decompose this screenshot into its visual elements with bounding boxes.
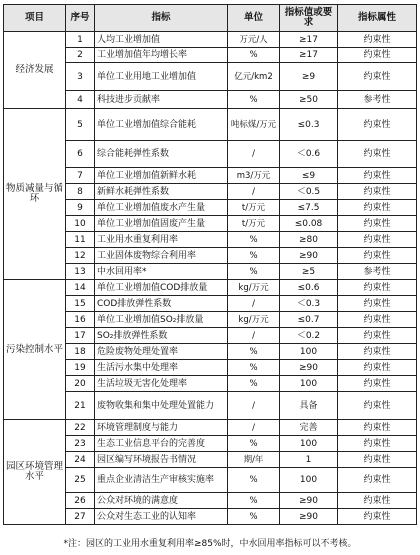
attribute-cell: 约束性 xyxy=(338,48,417,63)
table-row xyxy=(4,436,417,452)
target-cell: ＜0.3 xyxy=(280,296,338,312)
attribute-cell: 约束性 xyxy=(338,232,417,248)
seq-cell: 25 xyxy=(66,468,95,493)
unit-cell: % xyxy=(228,436,280,452)
target-cell: ≥17 xyxy=(280,32,338,48)
seq-cell: 16 xyxy=(66,312,95,328)
attribute-cell: 约束性 xyxy=(338,328,417,344)
seq-cell: 20 xyxy=(66,376,95,392)
indicator-cell: 科技进步贡献率 xyxy=(95,91,228,109)
unit-cell: 吨标煤/万元 xyxy=(228,109,280,141)
table-row xyxy=(4,168,417,184)
table-row xyxy=(4,200,417,216)
target-cell: ≤0.6 xyxy=(280,280,338,296)
attribute-cell: 约束性 xyxy=(338,32,417,48)
indicator-cell: 生态工业信息平台的完善度 xyxy=(95,436,228,452)
unit-cell: 万元/人 xyxy=(228,32,280,48)
category-cell: 污染控制水平 xyxy=(4,280,66,420)
table-row xyxy=(4,248,417,264)
attribute-cell: 参考性 xyxy=(338,264,417,280)
target-cell: ＜0.2 xyxy=(280,328,338,344)
indicator-cell: 新鲜水耗弹性系数 xyxy=(95,184,228,200)
attribute-cell: 约束性 xyxy=(338,436,417,452)
seq-cell: 24 xyxy=(66,452,95,468)
target-cell: 具备 xyxy=(280,392,338,420)
unit-cell: / xyxy=(228,296,280,312)
seq-cell: 15 xyxy=(66,296,95,312)
unit-cell: / xyxy=(228,392,280,420)
seq-cell: 5 xyxy=(66,109,95,141)
attribute-cell: 约束性 xyxy=(338,141,417,168)
seq-cell: 10 xyxy=(66,216,95,232)
target-cell: 100 xyxy=(280,468,338,493)
target-cell: ≤9 xyxy=(280,168,338,184)
unit-cell: % xyxy=(228,493,280,509)
attribute-cell: 约束性 xyxy=(338,63,417,91)
indicator-cell: 公众对生态工业的认知率 xyxy=(95,509,228,525)
table-row xyxy=(4,141,417,168)
indicator-cell: 单位工业增加值固废产生量 xyxy=(95,216,228,232)
unit-cell: / xyxy=(228,141,280,168)
seq-cell: 7 xyxy=(66,168,95,184)
unit-cell: / xyxy=(228,328,280,344)
table-row xyxy=(4,109,417,141)
table-header-row xyxy=(4,5,417,32)
category-cell: 物质减量与循环 xyxy=(4,109,66,280)
seq-cell: 22 xyxy=(66,420,95,436)
target-cell: 1 xyxy=(280,452,338,468)
table-row xyxy=(4,344,417,360)
unit-cell: % xyxy=(228,91,280,109)
category-cell: 经济发展 xyxy=(4,32,66,109)
header-indicator: 指标 xyxy=(95,5,228,32)
unit-cell: 期/年 xyxy=(228,452,280,468)
target-cell: ≥90 xyxy=(280,360,338,376)
seq-cell: 19 xyxy=(66,360,95,376)
target-cell: ≥50 xyxy=(280,91,338,109)
target-cell: ≥5 xyxy=(280,264,338,280)
target-cell: ≥80 xyxy=(280,232,338,248)
target-cell: ≥90 xyxy=(280,493,338,509)
seq-cell: 12 xyxy=(66,248,95,264)
table-row xyxy=(4,420,417,436)
table-row xyxy=(4,32,417,48)
unit-cell: / xyxy=(228,184,280,200)
indicator-cell: 生活垃圾无害化处理率 xyxy=(95,376,228,392)
table-row xyxy=(4,376,417,392)
table-row xyxy=(4,312,417,328)
attribute-cell: 约束性 xyxy=(338,216,417,232)
attribute-cell: 约束性 xyxy=(338,468,417,493)
attribute-cell: 约束性 xyxy=(338,248,417,264)
seq-cell: 27 xyxy=(66,509,95,525)
table-row xyxy=(4,280,417,296)
unit-cell: % xyxy=(228,232,280,248)
attribute-cell: 约束性 xyxy=(338,168,417,184)
table-row xyxy=(4,360,417,376)
header-seq: 序号 xyxy=(66,5,95,32)
seq-cell: 14 xyxy=(66,280,95,296)
attribute-cell: 约束性 xyxy=(338,200,417,216)
table-row xyxy=(4,296,417,312)
indicator-cell: 单位工业增加值SO₂排放量 xyxy=(95,312,228,328)
attribute-cell: 约束性 xyxy=(338,296,417,312)
seq-cell: 4 xyxy=(66,91,95,109)
attribute-cell: 约束性 xyxy=(338,376,417,392)
seq-cell: 17 xyxy=(66,328,95,344)
seq-cell: 21 xyxy=(66,392,95,420)
attribute-cell: 约束性 xyxy=(338,509,417,525)
table-row xyxy=(4,216,417,232)
indicator-cell: 危险废物处理处置率 xyxy=(95,344,228,360)
indicator-cell: 环境管理制度与能力 xyxy=(95,420,228,436)
seq-cell: 26 xyxy=(66,493,95,509)
target-cell: ≥90 xyxy=(280,509,338,525)
indicator-cell: 单位工业用地工业增加值 xyxy=(95,63,228,91)
target-cell: ≤0.7 xyxy=(280,312,338,328)
target-cell: 100 xyxy=(280,344,338,360)
header-unit: 单位 xyxy=(228,5,280,32)
target-cell: 100 xyxy=(280,436,338,452)
seq-cell: 3 xyxy=(66,63,95,91)
unit-cell: % xyxy=(228,344,280,360)
table-row xyxy=(4,509,417,525)
table-row xyxy=(4,328,417,344)
unit-cell: % xyxy=(228,248,280,264)
indicator-cell: 生活污水集中处理率 xyxy=(95,360,228,376)
seq-cell: 11 xyxy=(66,232,95,248)
unit-cell: kg/万元 xyxy=(228,312,280,328)
unit-cell: % xyxy=(228,48,280,63)
attribute-cell: 约束性 xyxy=(338,184,417,200)
target-cell: ≤7.5 xyxy=(280,200,338,216)
unit-cell: % xyxy=(228,360,280,376)
unit-cell: t/万元 xyxy=(228,216,280,232)
target-cell: ≥9 xyxy=(280,63,338,91)
target-cell: 100 xyxy=(280,376,338,392)
target-cell: ≥17 xyxy=(280,48,338,63)
seq-cell: 2 xyxy=(66,48,95,63)
table-row xyxy=(4,452,417,468)
seq-cell: 8 xyxy=(66,184,95,200)
indicator-table xyxy=(3,4,417,525)
attribute-cell: 约束性 xyxy=(338,392,417,420)
attribute-cell: 约束性 xyxy=(338,420,417,436)
unit-cell: m3/万元 xyxy=(228,168,280,184)
category-cell: 园区环境管理水平 xyxy=(4,420,66,525)
table-row xyxy=(4,48,417,63)
indicator-cell: 园区编写环境报告书情况 xyxy=(95,452,228,468)
indicator-cell: 单位工业增加值综合能耗 xyxy=(95,109,228,141)
table-row xyxy=(4,392,417,420)
footnote: *注：园区的工业用水重复利用率≥85%时，中水回用率指标可以不考核。 xyxy=(63,539,357,549)
indicator-cell: 工业增加值年均增长率 xyxy=(95,48,228,63)
attribute-cell: 约束性 xyxy=(338,452,417,468)
attribute-cell: 约束性 xyxy=(338,109,417,141)
attribute-cell: 约束性 xyxy=(338,344,417,360)
unit-cell: % xyxy=(228,468,280,493)
target-cell: ≤0.08 xyxy=(280,216,338,232)
table-row xyxy=(4,91,417,109)
indicator-cell: 人均工业增加值 xyxy=(95,32,228,48)
indicator-cell: 重点企业清洁生产审核实施率 xyxy=(95,468,228,493)
indicator-cell: 单位工业增加值新鲜水耗 xyxy=(95,168,228,184)
target-cell: ≥90 xyxy=(280,248,338,264)
table-row xyxy=(4,493,417,509)
indicator-cell: SO₂排放弹性系数 xyxy=(95,328,228,344)
header-category: 项目 xyxy=(4,5,66,32)
attribute-cell: 参考性 xyxy=(338,91,417,109)
seq-cell: 6 xyxy=(66,141,95,168)
table-row xyxy=(4,232,417,248)
target-cell: ＜0.6 xyxy=(280,141,338,168)
seq-cell: 13 xyxy=(66,264,95,280)
seq-cell: 9 xyxy=(66,200,95,216)
indicator-cell: COD排放弹性系数 xyxy=(95,296,228,312)
table-row xyxy=(4,63,417,91)
unit-cell: t/万元 xyxy=(228,200,280,216)
target-cell: ＜0.5 xyxy=(280,184,338,200)
attribute-cell: 约束性 xyxy=(338,280,417,296)
seq-cell: 23 xyxy=(66,436,95,452)
attribute-cell: 约束性 xyxy=(338,360,417,376)
unit-cell: / xyxy=(228,420,280,436)
indicator-cell: 公众对环境的满意度 xyxy=(95,493,228,509)
indicator-cell: 单位工业增加值废水产生量 xyxy=(95,200,228,216)
attribute-cell: 约束性 xyxy=(338,312,417,328)
table-row xyxy=(4,184,417,200)
indicator-cell: 单位工业增加值COD排放量 xyxy=(95,280,228,296)
unit-cell: 亿元/km2 xyxy=(228,63,280,91)
table-row xyxy=(4,264,417,280)
header-target: 指标值或要求 xyxy=(280,5,338,32)
unit-cell: kg/万元 xyxy=(228,280,280,296)
unit-cell: % xyxy=(228,376,280,392)
indicator-cell: 工业固体废物综合利用率 xyxy=(95,248,228,264)
seq-cell: 18 xyxy=(66,344,95,360)
indicator-cell: 工业用水重复利用率 xyxy=(95,232,228,248)
table-row xyxy=(4,468,417,493)
seq-cell: 1 xyxy=(66,32,95,48)
target-cell: ≤0.3 xyxy=(280,109,338,141)
indicator-cell: 综合能耗弹性系数 xyxy=(95,141,228,168)
indicator-cell: 废物收集和集中处理处置能力 xyxy=(95,392,228,420)
unit-cell: % xyxy=(228,264,280,280)
unit-cell: % xyxy=(228,509,280,525)
target-cell: 完善 xyxy=(280,420,338,436)
indicator-cell: 中水回用率* xyxy=(95,264,228,280)
header-attribute: 指标属性 xyxy=(338,5,417,32)
attribute-cell: 约束性 xyxy=(338,493,417,509)
